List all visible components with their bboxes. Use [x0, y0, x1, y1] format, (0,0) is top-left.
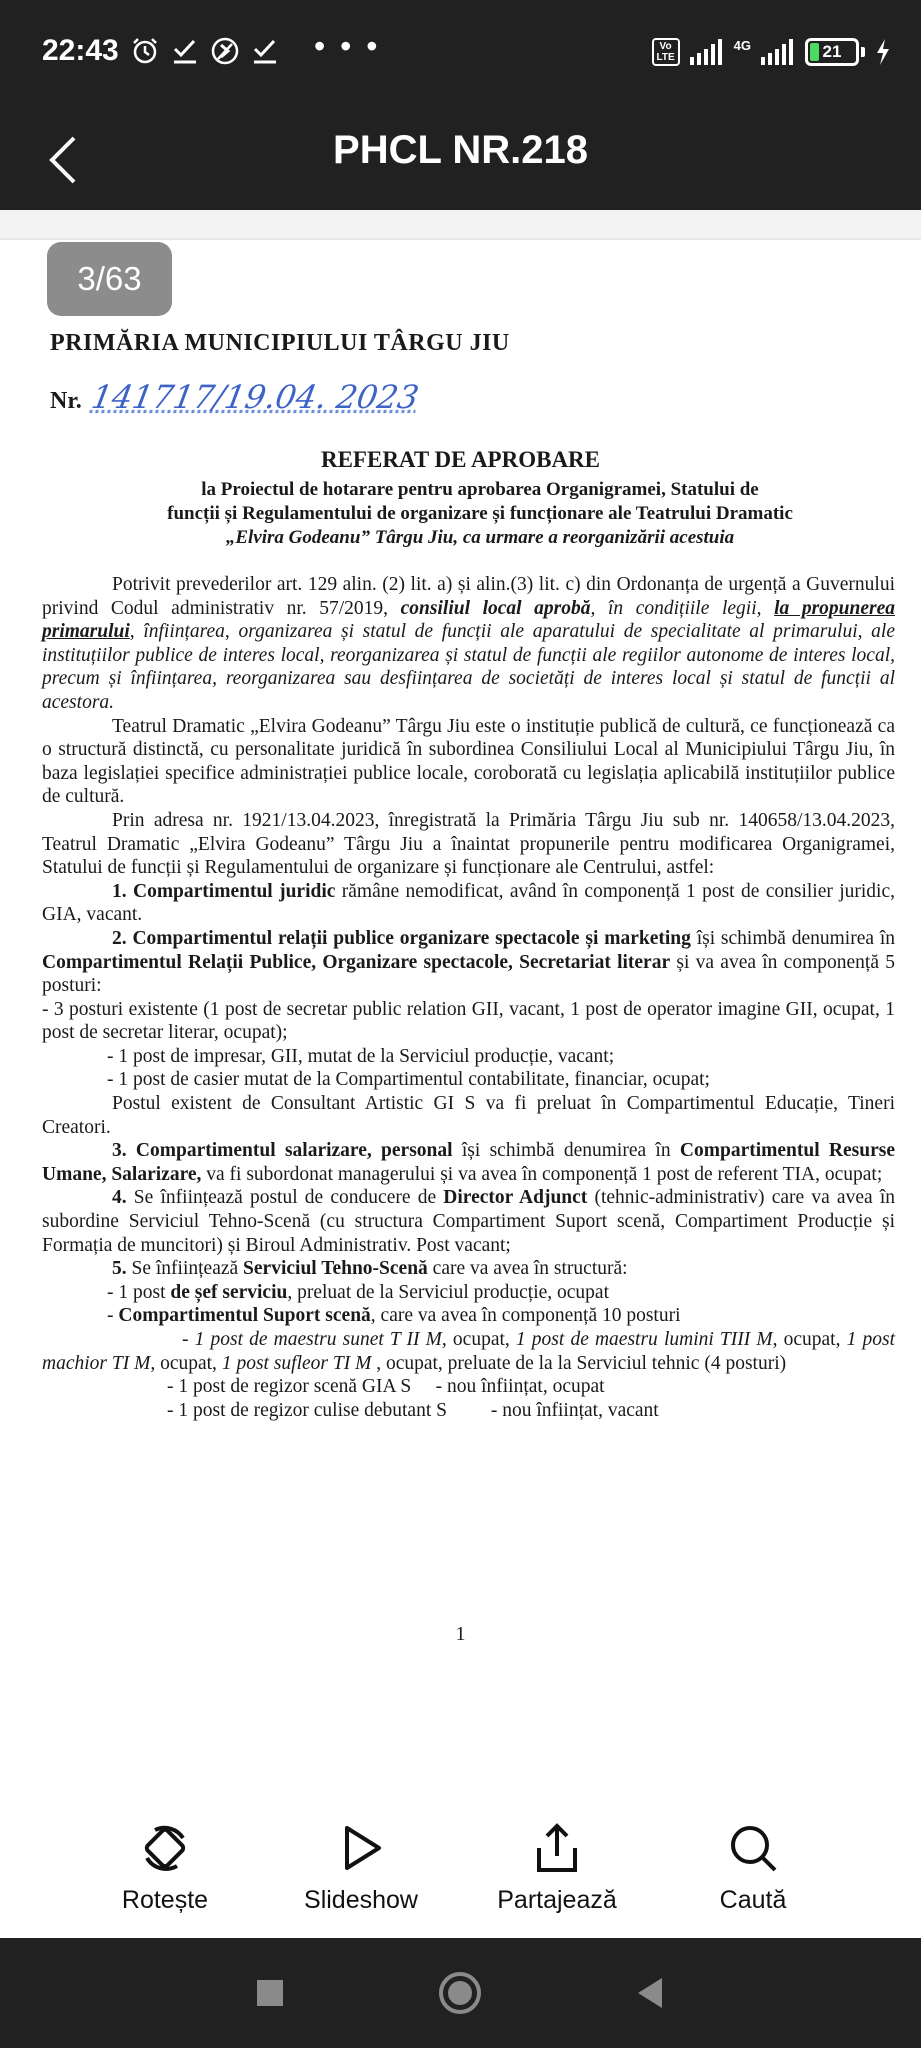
battery-icon — [805, 38, 865, 66]
status-time: 22:43 — [42, 34, 119, 67]
play-icon — [333, 1820, 389, 1876]
item-5-line: - 1 post de regizor scenă GIA S - nou înființat, ocupat — [167, 1376, 605, 1398]
document-title: PHCL NR.218 — [333, 128, 588, 172]
rotate-label: Rotește — [121, 1886, 209, 1914]
share-icon — [529, 1820, 585, 1876]
navigation-bar — [0, 1938, 921, 2048]
nr-label: Nr. — [50, 388, 82, 414]
item-2-line: - 1 post de impresar, GII, mutat de la Serviciul producție, vacant; — [107, 1045, 615, 1067]
subtitle-line: „Elvira Godeanu” Târgu Jiu, ca urmare a reorganizării acestuia — [225, 527, 735, 548]
status-bar — [0, 0, 921, 110]
charging-icon — [875, 39, 891, 65]
search-label: Caută — [719, 1886, 787, 1914]
item-5-line: - 1 post de șef serviciu, preluat de la Serviciul producție, ocupat — [107, 1281, 609, 1303]
notification-icons — [130, 36, 280, 66]
handwritten-number: 141717/19.04. 2023 — [88, 378, 422, 416]
paragraph-theatre: Teatrul Dramatic „Elvira Godeanu” Târgu Jiu este o instituție publică de cultură, ce funcționează ca o structură distinctă, cu personalitate juridică în subordinea Consiliului Local al Municipiului Târgu Jiu, în baza legislației specifice administrației publice locale, coroborată cu legislația aplicabilă instituțiilor publice de cultură. — [42, 715, 895, 808]
subtitle-line: la Proiectul de hotarare pentru aprobarea Organigramei, Statului de — [201, 479, 759, 500]
item-2-line: - 3 posturi existente (1 post de secretar public relation GII, vacant, 1 post de operator imagine GII, ocupat, 1 post de secretar literar, ocupat); — [42, 998, 895, 1044]
item-5-line: - 1 post de regizor culise debutant S - nou înființat, vacant — [167, 1399, 659, 1421]
paragraph-address: Prin adresa nr. 1921/13.04.2023, înregistrată la Primăria Târgu Jiu sub nr. 140658/13.04.2023, Teatrul Dramatic „Elvira Godeanu” Târgu Jiu a înaintat propunerile pentru modificarea Organigramei, Statului de funcții și Regulamentului de organizare și funcționare ale Centrului, astfel: — [42, 809, 895, 879]
registration-number — [50, 378, 422, 416]
network-4g: 4G — [733, 38, 751, 53]
rotate-icon — [137, 1820, 193, 1876]
slideshow-label: Slideshow — [304, 1886, 418, 1914]
page-indicator: 3/63 — [47, 242, 172, 316]
item-2-note: Postul existent de Consultant Artistic GI S va fi preluat în Compartimentul Educație, Tineri Creatori. — [42, 1093, 895, 1138]
page-number: 1 — [455, 1623, 466, 1645]
institution-header: PRIMĂRIA MUNICIPIULUI TÂRGU JIU — [50, 330, 510, 356]
item-5-line: - 1 post de maestru sunet T II M, ocupat, 1 post de maestru lumini TIII M, ocupat, 1 post machior TI M, ocupat, 1 post sufleor TI M , ocupat, preluate de la la Serviciul tehnic (4 posturi) — [42, 1329, 895, 1374]
slideshow-button[interactable] — [266, 1820, 456, 1915]
item-2-line: - 1 post de casier mutat de la Compartimentul contabilitate, financiar, ocupat; — [107, 1069, 710, 1091]
check-download-icon-2 — [250, 36, 280, 66]
document-body — [42, 573, 895, 1422]
item-2: 2. Compartimentul relații publice organizare spectacole și marketing își schimbă denumirea în Compartimentul Relații Publice, Organizare spectacole, Secretariat literar și va avea în componență 5 posturi: — [42, 927, 896, 997]
status-right — [652, 38, 892, 66]
search-icon — [725, 1820, 781, 1876]
referat-title: REFERAT DE APROBARE — [320, 447, 601, 472]
rotate-button[interactable] — [70, 1820, 260, 1915]
item-5: 5. Se înființează Serviciul Tehno-Scenă care va avea în structură: — [112, 1258, 628, 1280]
more-notifications-icon: • • • — [314, 28, 381, 64]
item-1: 1. Compartimentul juridic rămâne nemodificat, având în componență 1 post de consilier juridic, GIA, vacant. — [42, 880, 895, 926]
item-4: 4. Se înființează postul de conducere de Director Adjunct (tehnic-administrativ) care va avea în subordine Serviciul Tehno-Scenă (cu structura Compartiment Suport scenă, Compartiment Producție și Formația de muncitori) și Biroul Administrativ. Post vacant; — [42, 1187, 895, 1256]
referat-subtitle — [140, 478, 820, 550]
volte-badge: Vo LTE — [652, 38, 680, 66]
home-icon[interactable] — [430, 1968, 490, 2018]
share-button[interactable] — [462, 1820, 652, 1915]
battery-level: 21 — [822, 42, 842, 61]
paragraph-legal-basis: Potrivit prevederilor art. 129 alin. (2) lit. a) și alin.(3) lit. c) din Ordonanța de urgență a Guvernului privind Codul administrativ nr. 57/2019, consiliul local aprobă, în condițiile legii, la propunerea primarului, înființarea, organizarea și statul de funcții ale aparatului de specialitate al primarului, ale instituțiilor publice de interes local, reorganizarea și statul de funcții ale regiilor autonome de interes local, precum și înființarea, reorganizarea sau desființarea de societăți de interes local și statul de funcții al acestora. — [42, 574, 896, 713]
search-button[interactable] — [658, 1820, 848, 1915]
action-bar — [0, 1740, 921, 1938]
signal-icon-2 — [761, 39, 795, 65]
signal-icon — [690, 39, 724, 65]
check-download-icon — [170, 36, 200, 66]
alarm-icon — [130, 36, 160, 66]
recents-icon[interactable] — [240, 1968, 300, 2018]
share-label: Partajează — [497, 1886, 617, 1914]
circle-arrow-icon — [210, 36, 240, 66]
app-header — [0, 110, 921, 210]
item-5-line: - Compartimentul Suport scenă, care va avea în componență 10 posturi — [107, 1305, 681, 1327]
subtitle-line: funcții și Regulamentului de organizare și funcționare ale Teatrului Dramatic — [167, 503, 793, 524]
back-nav-icon[interactable] — [620, 1968, 680, 2018]
item-3: 3. Compartimentul salarizare, personal își schimbă denumirea în Compartimentul Resurse Umane, Salarizare, va fi subordonat managerului și va avea în componență 1 post de referent TIA, ocupat; — [42, 1140, 896, 1185]
